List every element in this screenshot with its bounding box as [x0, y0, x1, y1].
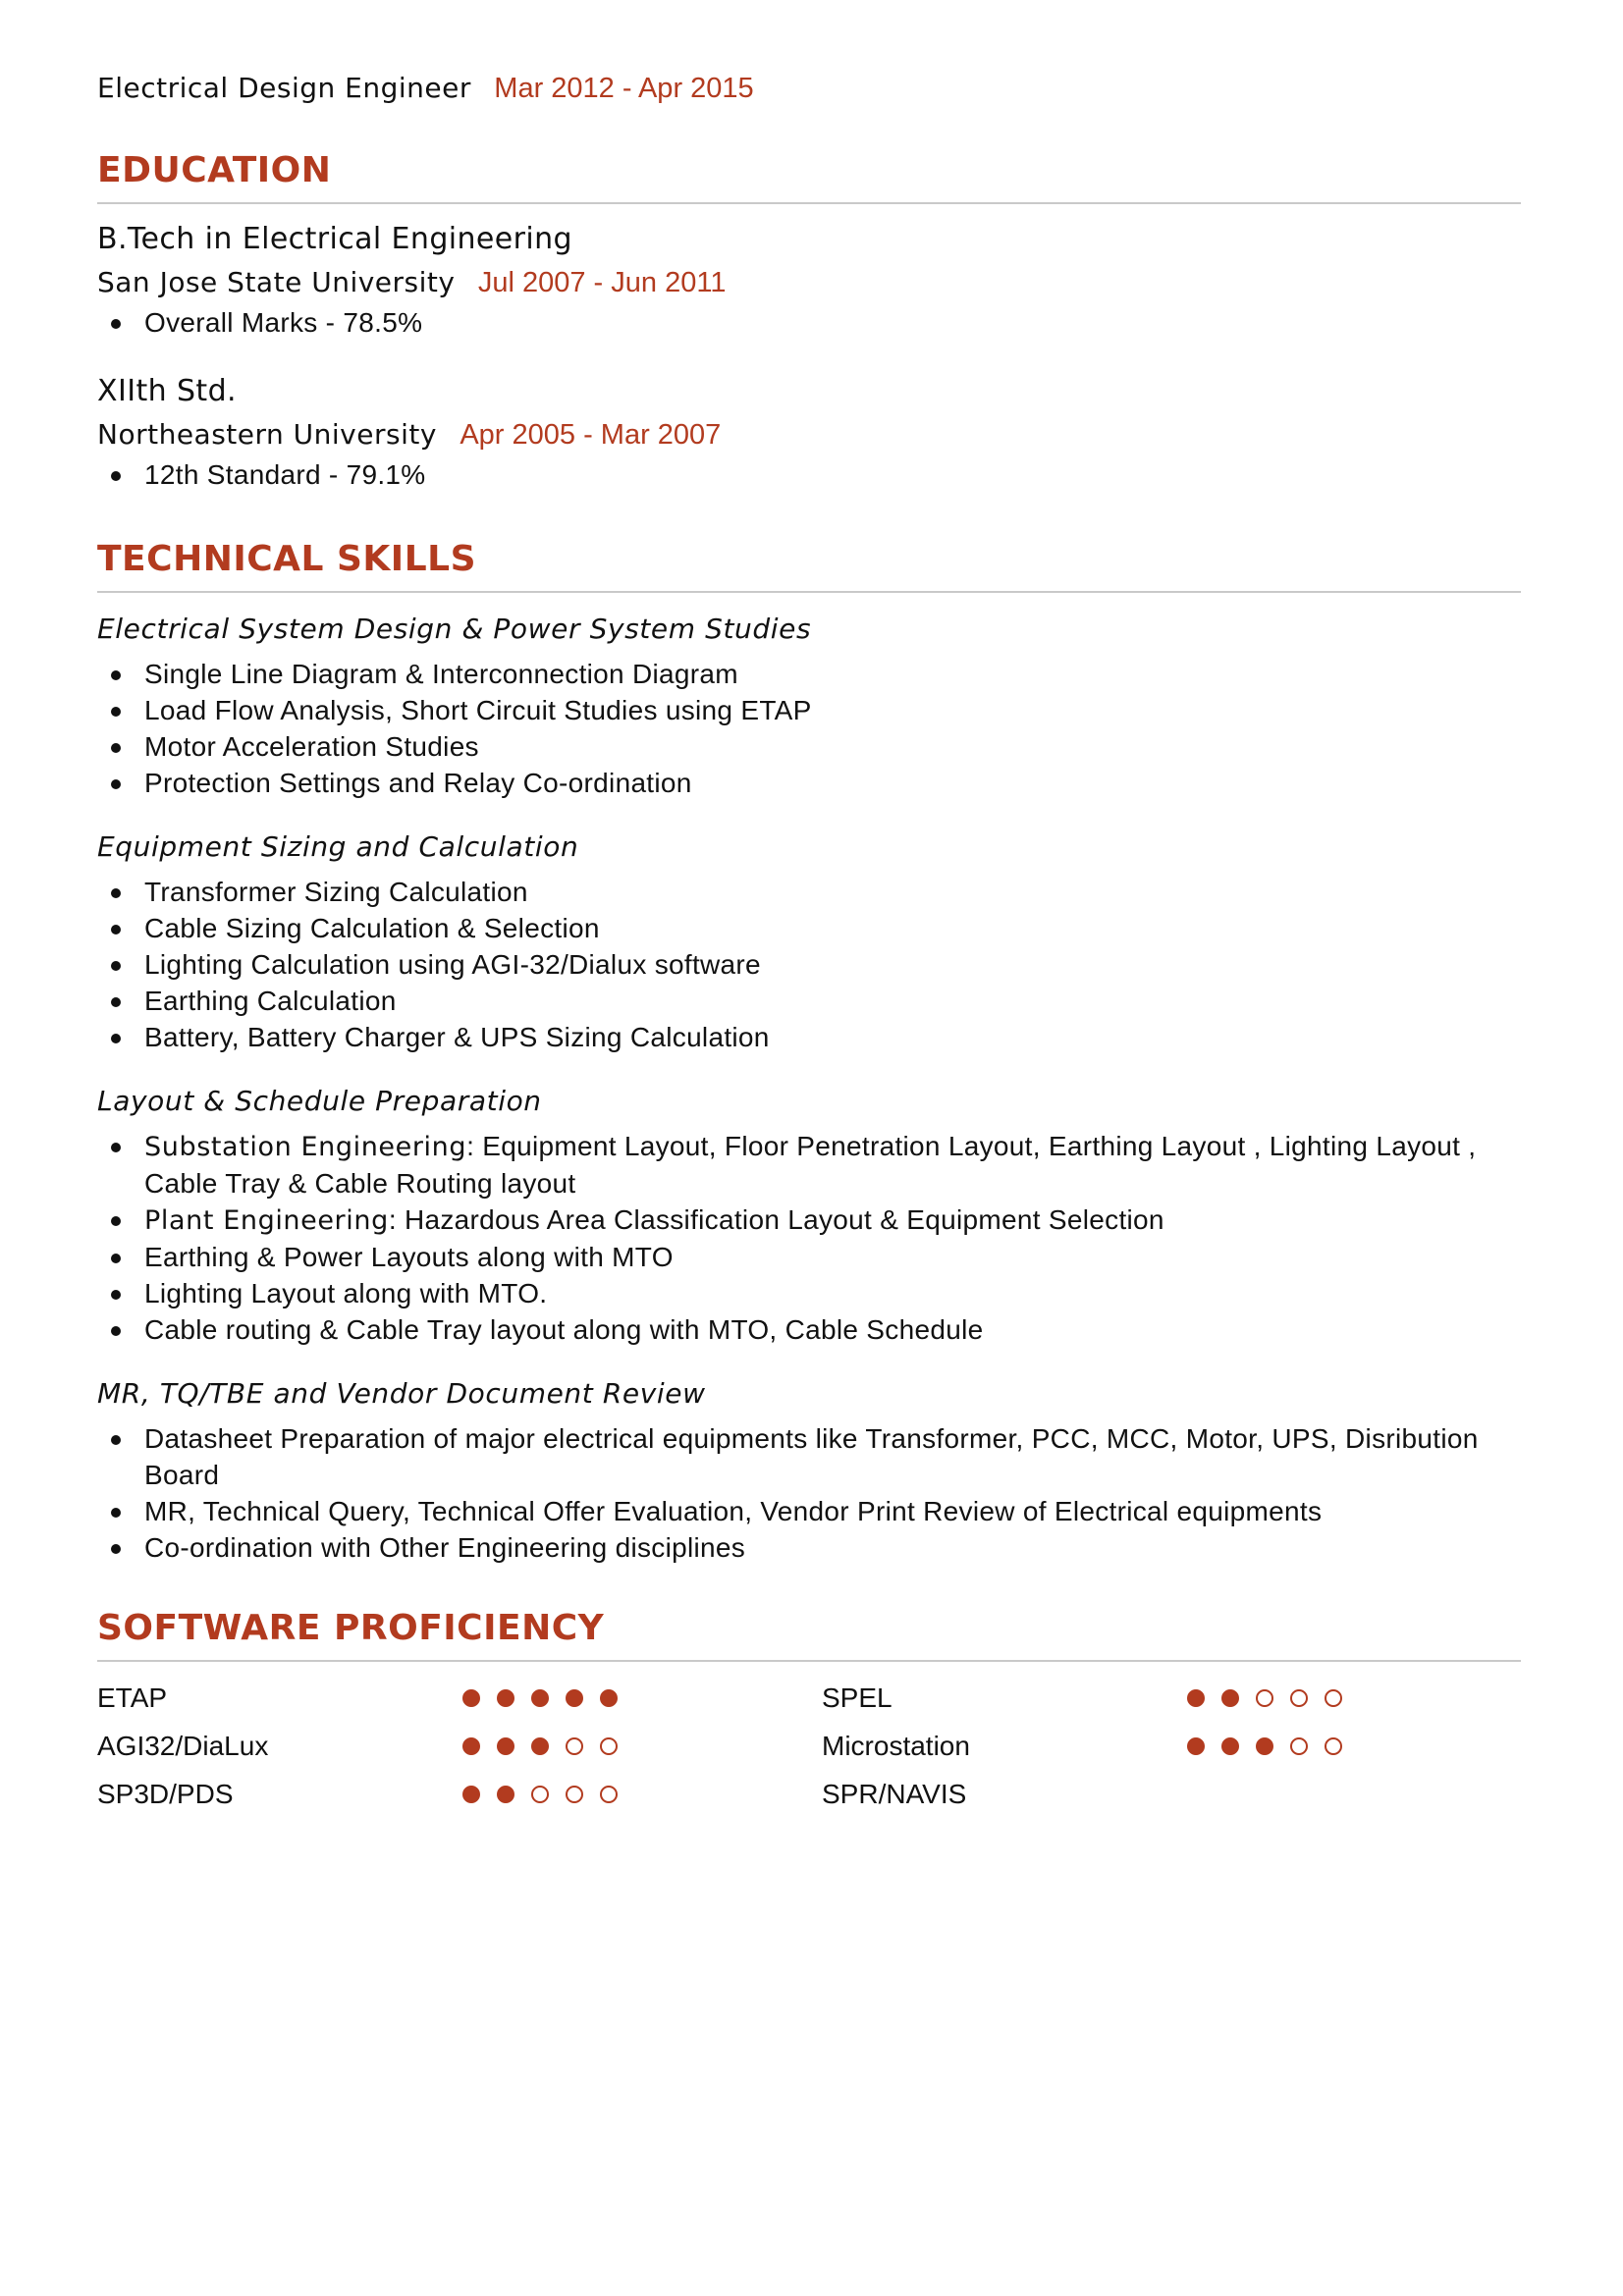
education-heading: EDUCATION: [97, 147, 1521, 204]
degree-title: B.Tech in Electrical Engineering: [97, 222, 572, 256]
list-item: [97, 1201, 1521, 1239]
job-title: Electrical Design Engineer: [97, 72, 471, 104]
skill-group: [97, 607, 1521, 801]
education-details: [97, 304, 1521, 341]
rating-dot-filled: [497, 1786, 514, 1803]
rating-dot-filled: [462, 1689, 480, 1707]
rating-dot-empty: [600, 1786, 618, 1803]
list-item: Earthing & Power Layouts along with MTO: [97, 1239, 1521, 1275]
item-label: Substation Engineering: [144, 1132, 467, 1162]
school-name: San Jose State University: [97, 266, 456, 298]
proficiency-rating: [462, 1724, 822, 1768]
software-heading: SOFTWARE PROFICIENCY: [97, 1605, 1521, 1662]
list-item: Motor Acceleration Studies: [97, 728, 1521, 765]
school-line: [97, 413, 1521, 456]
job-dates: Mar 2012 - Apr 2015: [494, 73, 754, 104]
skill-group-title: Equipment Sizing and Calculation: [97, 830, 579, 863]
list-item: Load Flow Analysis, Short Circuit Studies using ETAP: [97, 692, 1521, 728]
skill-group: [97, 1079, 1521, 1348]
education-dates: Jul 2007 - Jun 2011: [477, 267, 727, 298]
skill-group-title: MR, TQ/TBE and Vendor Document Review: [97, 1377, 706, 1410]
proficiency-rating: [1187, 1724, 1482, 1768]
software-name: SPR/NAVIS: [822, 1779, 967, 1809]
software-name: SP3D/PDS: [97, 1779, 234, 1809]
rating-dot-filled: [1221, 1689, 1239, 1707]
skill-list: [97, 1420, 1521, 1566]
rating-dot-filled: [531, 1737, 549, 1755]
list-item: Battery, Battery Charger & UPS Sizing Calculation: [97, 1019, 1521, 1055]
technical-skills-section: [97, 536, 1521, 1566]
list-item: Transformer Sizing Calculation: [97, 874, 1521, 910]
skill-group-title: Layout & Schedule Preparation: [97, 1085, 542, 1117]
rating-dot-empty: [600, 1737, 618, 1755]
education-entry: [97, 370, 1521, 493]
software-grid: [97, 1676, 1521, 1816]
rating-dot-filled: [462, 1737, 480, 1755]
list-item: MR, Technical Query, Technical Offer Evaluation, Vendor Print Review of Electrical equipments: [97, 1493, 1521, 1529]
skill-group: [97, 1371, 1521, 1566]
software-name: AGI32/DiaLux: [97, 1731, 269, 1761]
rating-dot-filled: [600, 1689, 618, 1707]
item-text: : Equipment Layout, Floor Penetration Layout, Earthing Layout , Lighting Layout , Cable Tray & Cable Routing layout: [144, 1131, 1477, 1199]
software-section: [97, 1605, 1521, 1816]
rating-dot-empty: [566, 1786, 583, 1803]
list-item: Datasheet Preparation of major electrical equipments like Transformer, PCC, MCC, Motor, UPS, Disribution Board: [97, 1420, 1521, 1493]
proficiency-rating: [1187, 1676, 1482, 1720]
list-item: Overall Marks - 78.5%: [97, 304, 1521, 341]
software-name: ETAP: [97, 1682, 168, 1713]
proficiency-rating: [462, 1772, 822, 1816]
rating-dot-filled: [497, 1689, 514, 1707]
rating-dot-filled: [462, 1786, 480, 1803]
rating-dot-empty: [1325, 1689, 1342, 1707]
rating-dot-empty: [1290, 1737, 1308, 1755]
list-item: Single Line Diagram & Interconnection Diagram: [97, 656, 1521, 692]
list-item: [97, 1128, 1521, 1201]
school-line: [97, 261, 1521, 304]
skill-list: [97, 1128, 1521, 1348]
list-item: Earthing Calculation: [97, 983, 1521, 1019]
list-item: Protection Settings and Relay Co-ordination: [97, 765, 1521, 801]
item-text: : Hazardous Area Classification Layout & Equipment Selection: [388, 1204, 1164, 1235]
list-item: Cable Sizing Calculation & Selection: [97, 910, 1521, 946]
rating-dot-filled: [566, 1689, 583, 1707]
degree-title: XIIth Std.: [97, 374, 237, 408]
education-entry: [97, 218, 1521, 341]
rating-dot-empty: [531, 1786, 549, 1803]
education-section: [97, 147, 1521, 493]
list-item: Lighting Calculation using AGI-32/Dialux software: [97, 946, 1521, 983]
list-item: 12th Standard - 79.1%: [97, 456, 1521, 493]
education-details: [97, 456, 1521, 493]
software-name: Microstation: [822, 1731, 970, 1761]
list-item: Co-ordination with Other Engineering disciplines: [97, 1529, 1521, 1566]
skill-list: [97, 656, 1521, 801]
skill-group: [97, 825, 1521, 1055]
skill-group-title: Electrical System Design & Power System Studies: [97, 613, 812, 645]
proficiency-rating: [1187, 1772, 1482, 1816]
rating-dot-filled: [1187, 1737, 1205, 1755]
list-item: Cable routing & Cable Tray layout along with MTO, Cable Schedule: [97, 1311, 1521, 1348]
rating-dot-filled: [531, 1689, 549, 1707]
technical-skills-heading: TECHNICAL SKILLS: [97, 536, 1521, 593]
rating-dot-filled: [1221, 1737, 1239, 1755]
school-name: Northeastern University: [97, 418, 437, 451]
list-item: Lighting Layout along with MTO.: [97, 1275, 1521, 1311]
software-name: SPEL: [822, 1682, 893, 1713]
rating-dot-empty: [566, 1737, 583, 1755]
rating-dot-empty: [1325, 1737, 1342, 1755]
rating-dot-filled: [497, 1737, 514, 1755]
rating-dot-filled: [1187, 1689, 1205, 1707]
rating-dot-empty: [1290, 1689, 1308, 1707]
rating-dot-filled: [1256, 1737, 1273, 1755]
item-label: Plant Engineering: [144, 1205, 389, 1236]
proficiency-rating: [462, 1676, 822, 1720]
skill-list: [97, 874, 1521, 1055]
education-dates: Apr 2005 - Mar 2007: [460, 419, 722, 451]
job-entry: [97, 67, 1521, 110]
rating-dot-empty: [1256, 1689, 1273, 1707]
